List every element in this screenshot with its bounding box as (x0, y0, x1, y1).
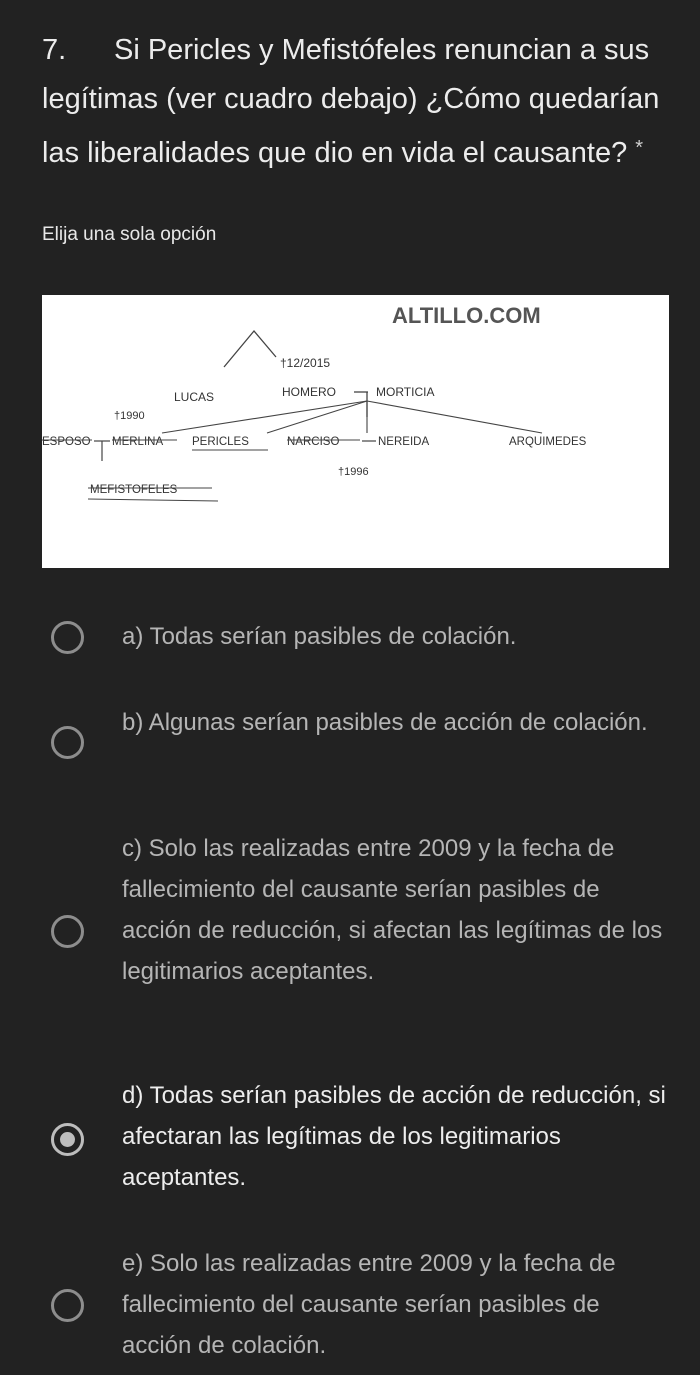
radio-button-a[interactable] (51, 621, 84, 654)
radio-button-c[interactable] (51, 915, 84, 948)
nereida-label: NEREIDA (378, 436, 430, 448)
mefistofeles-underline (88, 499, 218, 501)
esposo-label: ESPOSO (42, 436, 91, 448)
option-c[interactable] (0, 828, 700, 1038)
lucas-label: LUCAS (174, 390, 215, 404)
homero-label: HOMERO (282, 385, 336, 399)
option-d-label[interactable]: d) Todas serían pasibles de acción de reducción, si afectaran las legítimas de los legitimarios aceptantes. (122, 1082, 666, 1191)
ancestor-line (224, 331, 276, 367)
mefistofeles-label: MEFISTOFELES (90, 484, 178, 496)
question-text (42, 26, 682, 178)
question-body: Si Pericles y Mefistófeles renuncian a sus legítimas (ver cuadro debajo) ¿Cómo quedarían las liberalidades que dio en vida el causante? (42, 34, 660, 169)
homero-death-date: †12/2015 (280, 356, 331, 370)
watermark-text: ALTILLO.COM (392, 303, 541, 328)
branch-merlina (162, 401, 367, 433)
option-d[interactable] (0, 1075, 700, 1205)
branch-arquimedes (367, 401, 542, 433)
morticia-label: MORTICIA (376, 385, 435, 399)
option-c-label[interactable]: c) Solo las realizadas entre 2009 y la fecha de fallecimiento del causante serían pasibles de acción de reducción, si afectan las legítimas de los legitimarios aceptantes. (122, 835, 663, 985)
option-e-label[interactable]: e) Solo las realizadas entre 2009 y la fecha de fallecimiento del causante serían pasibles de acción de colación. (122, 1250, 616, 1359)
radio-button-e[interactable] (51, 1289, 84, 1322)
option-a-label[interactable]: a) Todas serían pasibles de colación. (122, 623, 517, 650)
pericles-label: PERICLES (192, 436, 249, 448)
option-b[interactable] (0, 700, 700, 785)
question-instruction: Elija una sola opción (42, 224, 217, 245)
arquimedes-label: ARQUIMEDES (509, 436, 587, 448)
option-e[interactable] (0, 1243, 700, 1373)
radio-button-b[interactable] (51, 726, 84, 759)
narciso-label: NARCISO (287, 436, 340, 448)
narciso-death-date: †1996 (338, 466, 369, 478)
option-b-label[interactable]: b) Algunas serían pasibles de acción de colación. (122, 709, 648, 736)
esposo-death-date: †1990 (114, 410, 145, 422)
family-tree-diagram (42, 295, 669, 568)
merlina-label: MERLINA (112, 436, 164, 448)
family-tree-image (42, 295, 669, 568)
option-a[interactable] (0, 612, 700, 662)
branch-pericles (267, 401, 367, 433)
question-number: 7. (42, 34, 67, 66)
radio-button-d-selected[interactable] (51, 1123, 84, 1156)
required-marker: * (635, 137, 644, 159)
